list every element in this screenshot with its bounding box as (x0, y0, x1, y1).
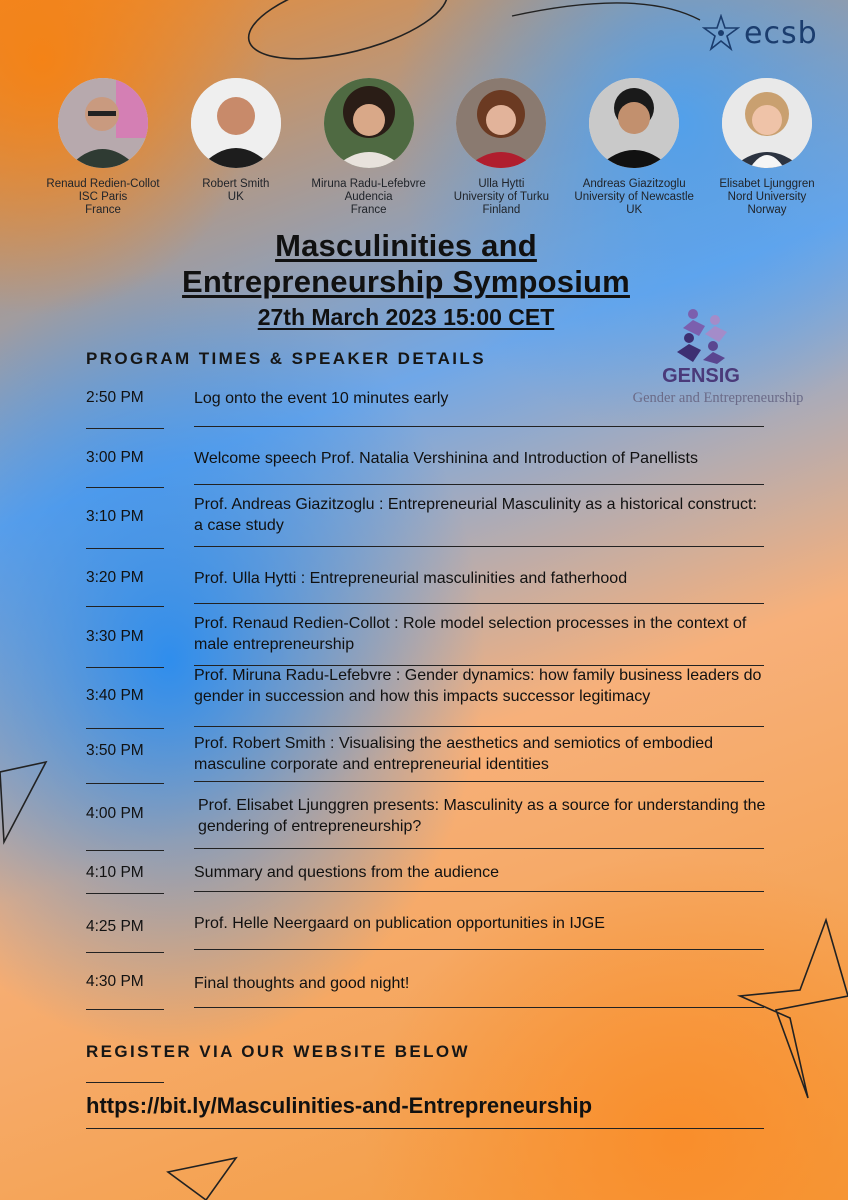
ecsb-logo (702, 14, 818, 52)
speaker-card (438, 78, 564, 217)
ellipse-outline (240, 0, 455, 76)
program-desc: Summary and questions from the audience (194, 864, 500, 881)
divider (86, 667, 164, 668)
divider (194, 1007, 764, 1008)
speaker-photo (589, 78, 679, 168)
speaker-country: Norway (747, 204, 787, 216)
program-time: 2:50 PM (86, 389, 144, 406)
gensig-subtitle: Gender and Entrepreneurship (632, 390, 804, 406)
program-desc: Prof. Andreas Giazitzoglu : Entrepreneurial Masculinity as a historical construct: a case study (194, 496, 757, 534)
ecsb-logo-text: ecsb (744, 15, 818, 51)
program-time: 4:10 PM (86, 864, 144, 881)
speaker-name: Robert Smith (202, 178, 270, 190)
speaker-card (173, 78, 299, 217)
program-desc: Prof. Ulla Hytti : Entrepreneurial masculinities and fatherhood (194, 570, 628, 587)
speaker-name: Renaud Redien-Collot (46, 178, 160, 190)
program-heading: PROGRAM TIMES & SPEAKER DETAILS (86, 349, 486, 368)
speaker-org: ISC Paris (78, 191, 128, 203)
program-time: 4:25 PM (86, 918, 144, 935)
program-time: 4:00 PM (86, 805, 144, 822)
speaker-photo (58, 78, 148, 168)
speaker-card (571, 78, 697, 217)
divider (194, 426, 764, 427)
divider (86, 850, 164, 851)
divider (86, 606, 164, 607)
speaker-country: Finland (482, 204, 521, 216)
program-desc: Prof. Elisabet Ljunggren presents: Masculinity as a source for understanding the gendering of entrepreneurship? (198, 797, 766, 835)
divider (194, 781, 764, 782)
divider (86, 428, 164, 429)
arc-outline (512, 3, 700, 20)
divider (194, 546, 764, 547)
divider (86, 487, 164, 488)
divider (194, 891, 764, 892)
speaker-card (40, 78, 166, 217)
event-title-line1: Masculinities and (275, 228, 537, 263)
speaker-org: UK (227, 191, 244, 203)
program-desc: Prof. Miruna Radu-Lefebvre : Gender dynamics: how family business leaders do gender in succession and how this impacts successor legitimacy (194, 667, 762, 705)
program-time: 3:30 PM (86, 628, 144, 645)
speaker-card (704, 78, 830, 217)
program-desc: Final thoughts and good night! (194, 975, 410, 992)
program-time: 4:30 PM (86, 973, 144, 990)
program-time: 3:50 PM (86, 742, 144, 759)
divider (194, 726, 764, 727)
program-desc: Prof. Robert Smith : Visualising the aesthetics and semiotics of embodied masculine corporate and entrepreneurial identities (194, 735, 714, 773)
speaker-photo (191, 78, 281, 168)
divider (194, 603, 764, 604)
register-heading: REGISTER VIA OUR WEBSITE BELOW (86, 1042, 470, 1061)
divider (194, 848, 764, 849)
speaker-org: Nord University (727, 191, 807, 203)
speaker-org: Audencia (344, 191, 393, 203)
speaker-photo (456, 78, 546, 168)
speaker-name: Ulla Hytti (478, 178, 525, 190)
speaker-org: University of Newcastle (574, 191, 694, 203)
divider (86, 1009, 164, 1010)
speaker-name: Elisabet Ljunggren (719, 178, 815, 190)
speaker-card (306, 78, 432, 217)
divider (194, 949, 764, 950)
registration-link[interactable]: https://bit.ly/Masculinities-and-Entrepreneurship (86, 1093, 593, 1118)
program-time: 3:10 PM (86, 508, 144, 525)
program-time: 3:20 PM (86, 569, 144, 586)
speaker-name: Miruna Radu-Lefebvre (311, 178, 426, 190)
speaker-photo (722, 78, 812, 168)
divider (86, 893, 164, 894)
program-time: 3:00 PM (86, 449, 144, 466)
divider (86, 1082, 164, 1083)
divider (86, 1128, 764, 1129)
event-title-line2: Entrepreneurship Symposium (182, 264, 630, 299)
divider (86, 783, 164, 784)
divider (86, 728, 164, 729)
divider (86, 548, 164, 549)
program-desc: Prof. Renaud Redien-Collot : Role model selection processes in the context of male entrepreneurship (194, 615, 747, 653)
speaker-country: France (85, 204, 121, 216)
speaker-country: UK (626, 204, 643, 216)
program-desc: Welcome speech Prof. Natalia Vershinina and Introduction of Panellists (194, 450, 698, 467)
people-figures-icon (671, 306, 731, 364)
event-date: 27th March 2023 15:00 CET (257, 304, 555, 330)
program-desc: Prof. Helle Neergaard on publication opportunities in IJGE (194, 915, 605, 932)
gensig-name: GENSIG (662, 365, 740, 387)
speaker-row (40, 78, 830, 217)
program-time: 3:40 PM (86, 687, 144, 704)
star-outline (740, 920, 848, 1098)
triangle-outline (0, 762, 46, 842)
star-cluster-icon (702, 14, 740, 52)
divider (194, 484, 764, 485)
speaker-photo (324, 78, 414, 168)
triangle-outline-bottom (168, 1158, 236, 1200)
divider (86, 952, 164, 953)
speaker-org: University of Turku (453, 191, 549, 203)
speaker-name: Andreas Giazitzoglu (582, 178, 686, 190)
speaker-country: France (350, 204, 387, 216)
program-desc: Log onto the event 10 minutes early (194, 390, 449, 407)
